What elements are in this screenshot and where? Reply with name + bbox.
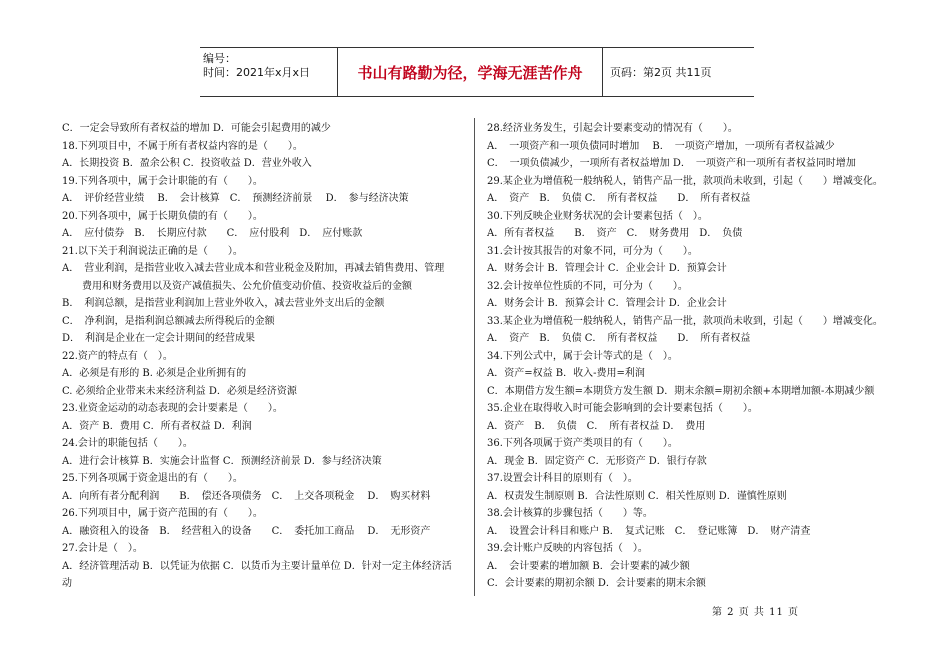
text-line: A．所有者权益 B． 资产 C． 财务费用 D． 负债 (487, 228, 743, 239)
text-line: 33.某企业为增值税一般纳税人，销售产品一批，款项尚未收到，引起（ ）增减变化。 (487, 315, 883, 327)
header-motto: 书山有路勤为径，学海无涯苦作舟 (338, 48, 603, 96)
text-line: 24.会计的职能包括（ ）。 (62, 438, 193, 449)
text-line: A．现金 B．固定资产 C．无形资产 D．银行存款 (487, 455, 707, 467)
text-line: A． 应付债券 B． 长期应付款 C． 应付股利 D． 应付账款 (62, 228, 363, 239)
left-column (62, 120, 467, 593)
page-header (200, 47, 754, 97)
header-meta (200, 48, 338, 96)
text-line: 28.经济业务发生，引起会计要素变动的情况有（ ）。 (487, 123, 738, 134)
text-line: 38.会计核算的步骤包括（ ）等。 (487, 508, 653, 519)
header-page-info: 页码：第2页 共11页 (610, 66, 712, 79)
text-line: A．必须是有形的 B. 必须是企业所拥有的 (62, 368, 247, 379)
text-line: 18.下列项目中，不属于所有者权益内容的是（ ）。 (62, 140, 303, 152)
text-line: 动 (62, 578, 72, 589)
text-line: A．资产 B． 负债 C． 所有者权益 D． 费用 (487, 420, 706, 432)
text-line: 23.业资金运动的动态表现的会计要素是（ ）。 (62, 403, 283, 414)
text-line: A．财务会计 B．预算会计 C．管理会计 D．企业会计 (487, 298, 727, 309)
text-line: A．融资租入的设备 B． 经营租入的设备 C． 委托加工商品 D． 无形资产 (62, 525, 431, 537)
text-line: 36.下列各项属于资产类项目的有（ ）。 (487, 438, 678, 449)
text-line: 31.会计按其报告的对象不同，可分为（ ）。 (487, 245, 698, 257)
text-line: 26.下列项目中，属于资产范围的有（ ）。 (62, 508, 263, 519)
text-line: C．一定会导致所有者权益的增加 D．可能会引起费用的减少 (62, 123, 331, 134)
text-line: A． 设置会计科目和账户 B． 复式记账 C． 登记账簿 D． 财产清查 (487, 525, 811, 537)
text-line: A．向所有者分配利润 B． 偿还各项债务 C． 上交各项税金 D． 购买材料 (62, 490, 431, 502)
text-line: A．财务会计 B．管理会计 C．企业会计 D．预算会计 (487, 263, 727, 274)
text-line: D． 利润是企业在一定会计期间的经营成果 (62, 333, 256, 344)
text-line: A． 资产 B． 负债 C． 所有者权益 D． 所有者权益 (487, 333, 751, 344)
text-line: A．资产 B．费用 C．所有者权益 D．利润 (62, 420, 252, 432)
text-line: 32.会计按单位性质的不同，可分为（ ）。 (487, 280, 688, 292)
text-line: 29.某企业为增值税一般纳税人，销售产品一批，款项尚未收到，引起（ ）增减变化。 (487, 175, 883, 187)
text-line: 27.会计是（ ）。 (62, 543, 143, 554)
text-line: 37.设置会计科目的原则有（ ）。 (487, 473, 638, 484)
text-line: C． 净利润，是指利润总额减去所得税后的金额 (62, 315, 275, 327)
text-line: A． 资产 B． 负债 C． 所有者权益 D． 所有者权益 (487, 193, 751, 204)
page-footer: 第 2 页 共 11 页 (712, 607, 799, 618)
text-line: 费用和财务费用以及资产减值损失、公允价值变动价值、投资收益后的金额 (62, 280, 412, 292)
text-line: A． 评价经营业绩 B． 会计核算 C． 预测经济前景 D． 参与经济决策 (62, 193, 409, 204)
right-column (487, 120, 907, 593)
text-line: C．本期借方发生额=本期贷方发生额 D．期末余额=期初余额+本期增加额-本期减少额 (487, 385, 875, 397)
text-line: A．权责发生制原则 B．合法性原则 C．相关性原则 D．谨慎性原则 (487, 490, 787, 502)
text-line: 21.以下关于利润说法正确的是（ ）。 (62, 245, 243, 257)
number-label: 编号： (203, 52, 236, 65)
text-line: C． 一项负债减少，一项所有者权益增加 D． 一项资产和一项所有者权益同时增加 (487, 158, 856, 169)
text-line: A．长期投资 B．盈余公积 C．投资收益 D．营业外收入 (62, 158, 312, 169)
text-line: A． 会计要素的增加额 B．会计要素的减少额 (487, 560, 690, 572)
text-line: 22.资产的特点有（ ）。 (62, 350, 173, 362)
text-line: 34.下列公式中，属于会计等式的是（ ）。 (487, 350, 678, 362)
text-line: 39.会计账户反映的内容包括（ ）。 (487, 543, 648, 554)
text-line: 30.下列反映企业财务状况的会计要素包括（ ）。 (487, 210, 708, 222)
text-line: A．资产=权益 B．收入-费用=利润 (487, 368, 645, 379)
text-line: B． 利润总额，是指营业利润加上营业外收入，减去营业外支出后的金额 (62, 298, 385, 309)
column-divider (474, 118, 475, 596)
text-line: A．进行会计核算 B．实施会计监督 C．预测经济前景 D．参与经济决策 (62, 455, 382, 467)
time-label: 时间：2021年x月x日 (203, 66, 311, 79)
text-line: 20.下列各项中，属于长期负债的有（ ）。 (62, 210, 263, 222)
text-line: 19.下列各项中，属于会计职能的有（ ）。 (62, 175, 263, 187)
text-line: C．会计要素的期初余额 D．会计要素的期末余额 (487, 578, 706, 589)
text-line: C. 必须给企业带来未来经济利益 D．必须是经济资源 (62, 385, 297, 397)
text-line: 25.下列各项属于资金退出的有（ ）。 (62, 473, 243, 484)
text-line: 35.企业在取得收入时可能会影响到的会计要素包括（ ）。 (487, 403, 758, 414)
text-line: A．经济管理活动 B．以凭证为依据 C．以货币为主要计量单位 D．针对一定主体经济活 (62, 560, 452, 572)
text-line: A． 一项资产和一项负债同时增加 B． 一项资产增加，一项所有者权益减少 (487, 140, 835, 152)
text-line: A． 营业利润，是指营业收入减去营业成本和营业税金及附加，再减去销售费用、管理 (62, 263, 445, 274)
